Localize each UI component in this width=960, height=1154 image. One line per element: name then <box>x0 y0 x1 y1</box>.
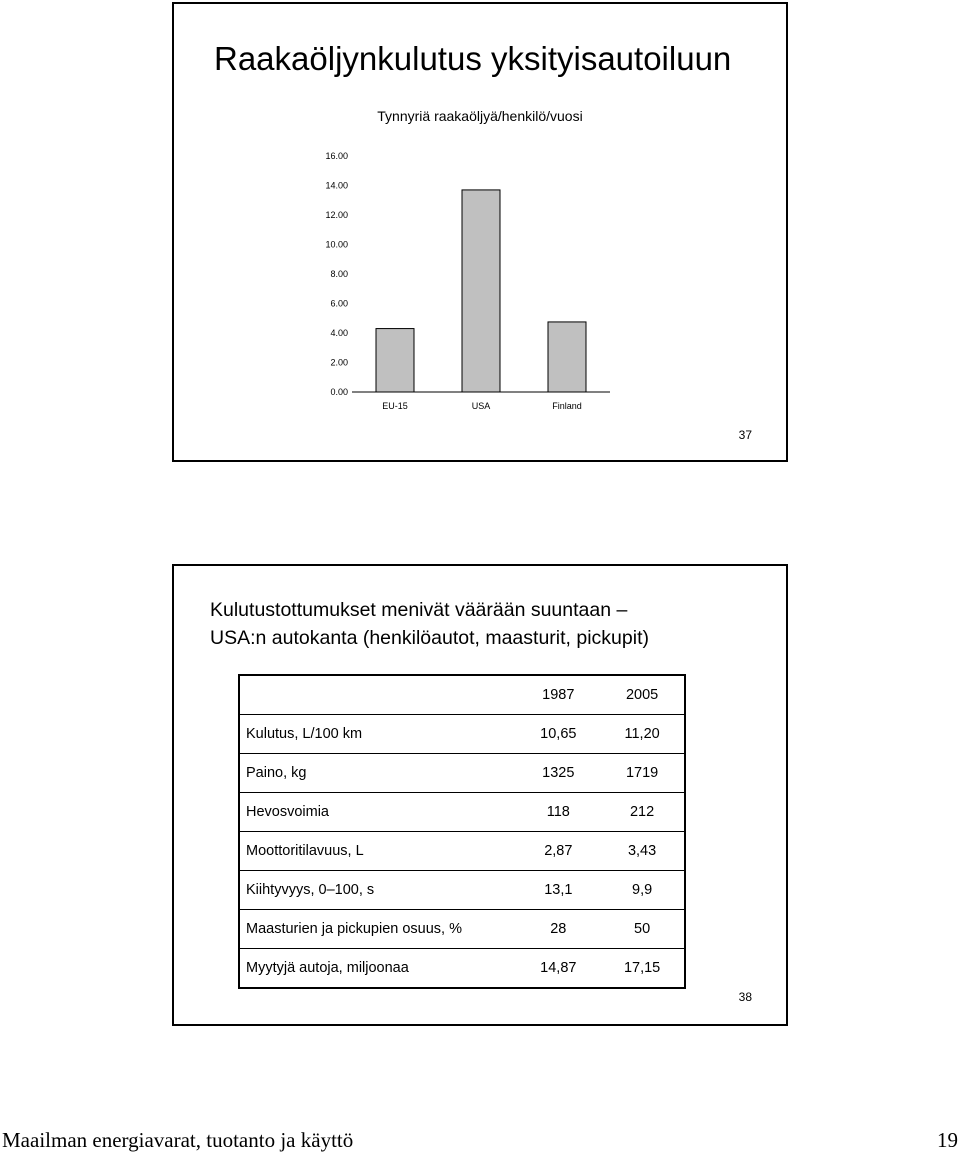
value-cell: 14,87 <box>540 960 577 976</box>
slide-number: 38 <box>738 990 752 1004</box>
x-tick-label: Finland <box>552 401 582 411</box>
table-row <box>239 715 685 754</box>
footer-title: Maailman energiavarat, tuotanto ja käyttö <box>2 1128 354 1152</box>
bar-chart <box>174 4 786 460</box>
slide-title: Raakaöljynkulutus yksityisautoiluun <box>214 40 732 77</box>
table-row <box>239 754 685 793</box>
value-cell: 118 <box>516 793 600 832</box>
slide-number: 37 <box>738 428 752 442</box>
value-cell: 10,65 <box>516 715 600 754</box>
table-row <box>239 871 685 910</box>
chart-subtitle: Tynnyriä raakaöljyä/henkilö/vuosi <box>377 108 583 124</box>
value-cell: 50 <box>600 910 685 949</box>
title-line-2: USA:n autokanta (henkilöautot, maasturit, pickupit) <box>210 627 649 649</box>
y-tick-label: 16.00 <box>325 151 348 161</box>
y-tick-label: 8.00 <box>330 269 348 279</box>
title-line-1: Kulutustottumukset menivät väärään suuntaan – <box>210 599 628 621</box>
year-header: 2005 <box>600 675 685 715</box>
row-label: Maasturien ja pickupien osuus, % <box>239 910 516 949</box>
value-cell: 17,15 <box>623 960 661 976</box>
y-tick-label: 14.00 <box>325 180 348 191</box>
data-table <box>238 674 686 989</box>
value-cell: 11,20 <box>600 715 685 754</box>
slide-title <box>210 596 649 652</box>
row-label: Myytyjä autoja, miljoonaa <box>246 960 409 976</box>
value-cell: 13,1 <box>516 871 600 910</box>
header-label-cell <box>239 675 516 715</box>
y-tick-label: 10.00 <box>325 239 348 250</box>
slide-38 <box>172 564 788 1026</box>
table-row <box>239 910 685 949</box>
value-cell: 9,9 <box>600 871 685 910</box>
x-tick-label: EU-15 <box>382 401 408 411</box>
x-tick-label: USA <box>471 401 491 411</box>
table-header-row <box>239 675 685 715</box>
y-tick-label: 12.00 <box>325 210 348 220</box>
table-row <box>239 832 685 871</box>
bar-eu-15 <box>376 329 414 392</box>
value-cell: 3,43 <box>600 832 685 871</box>
bar-usa <box>462 190 500 392</box>
slide-37 <box>172 2 788 462</box>
value-cell: 1325 <box>516 754 600 793</box>
row-label: Kiihtyvyys, 0–100, s <box>239 871 516 910</box>
value-cell: 2,87 <box>516 832 600 871</box>
year-header: 1987 <box>516 675 600 715</box>
row-label: Kulutus, L/100 km <box>239 715 516 754</box>
page-number: 19 <box>937 1128 958 1152</box>
y-tick-label: 0.00 <box>330 387 348 397</box>
row-label: Moottoritilavuus, L <box>239 832 516 871</box>
y-tick-label: 2.00 <box>330 357 348 368</box>
y-tick-label: 6.00 <box>330 298 348 309</box>
bar-finland <box>548 322 586 392</box>
table-row <box>239 793 685 832</box>
table-row <box>239 949 685 989</box>
row-label: Paino, kg <box>239 754 516 793</box>
value-cell: 28 <box>516 910 600 949</box>
row-label: Hevosvoimia <box>239 793 516 832</box>
value-cell: 212 <box>600 793 685 832</box>
y-tick-label: 4.00 <box>330 328 348 338</box>
value-cell: 1719 <box>600 754 685 793</box>
